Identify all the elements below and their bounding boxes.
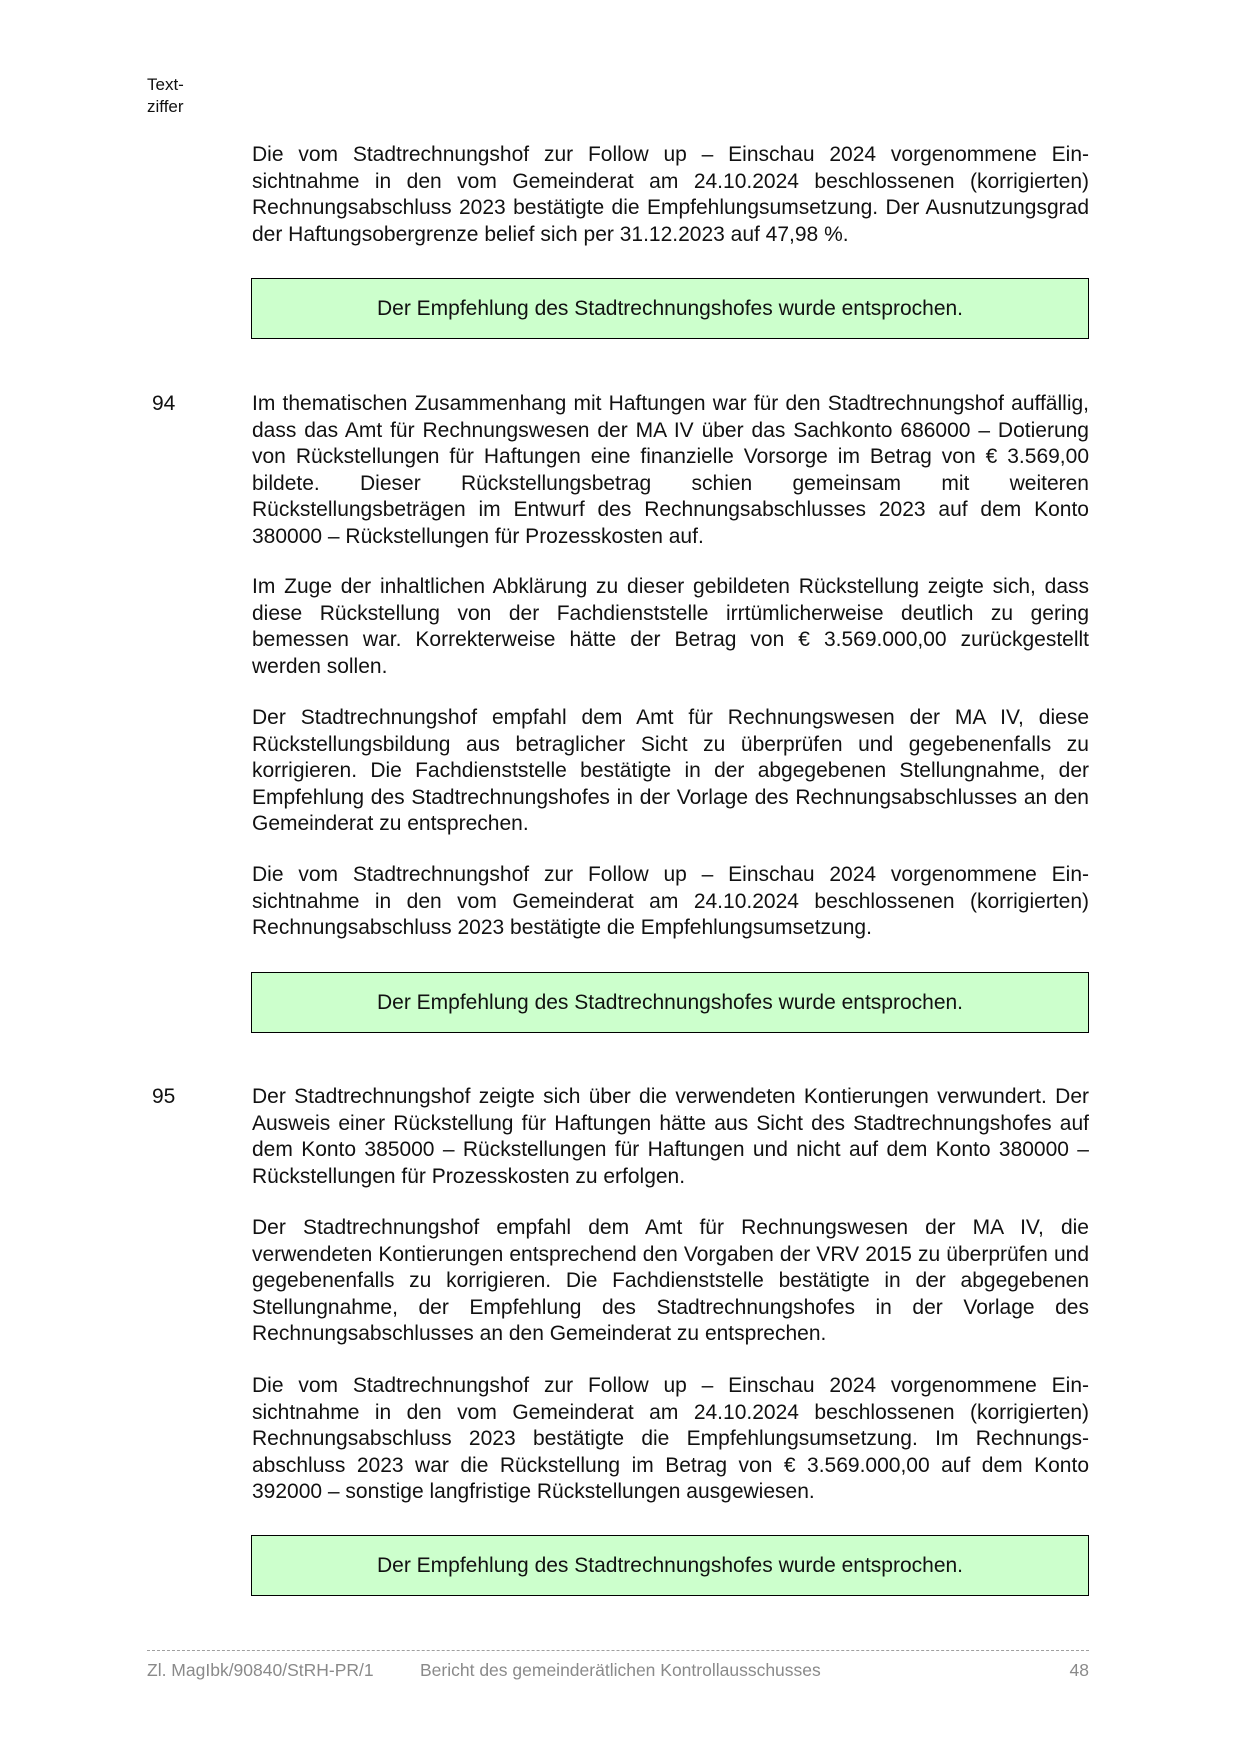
section-number-94: 94 xyxy=(152,392,176,415)
paragraph-95-2: Der Stadtrechnungshof empfahl dem Amt für Rechnungswesen der MA IV, die verwendeten Kontierungen entsprechend den Vorgaben der VRV 2015 zu überprüfen und gegebenenfalls zu korrigieren. Die Fachdienststelle bestätigte in der abgegebenen Stellungnahme, der Empfehlung des Stadtrechnungshofes in der Vorlage des Rechnungsabschlusses an den Gemeinderat zu entsprechen. xyxy=(252,1216,1089,1345)
verdict-box xyxy=(251,278,1089,339)
verdict-box xyxy=(251,1535,1089,1596)
footer-title: Bericht des gemeinderätlichen Kontrollausschusses xyxy=(420,1660,821,1680)
paragraph-94-4: Die vom Stadtrechnungshof zur Follow up – Einschau 2024 vorgenommene Einsichtnahme in den vom Gemeinderat am 24.10.2024 beschlossenen (korrigierten) Rechnungsabschluss 2023 bestätigte die Empfehlungsumsetzung. xyxy=(252,863,1089,939)
margin-label-line1: Text- xyxy=(147,75,184,94)
paragraph-continuation: Die vom Stadtrechnungshof zur Follow up – Einschau 2024 vorgenommene Einsichtnahme in den vom Gemeinderat am 24.10.2024 beschlossenen (korrigierten) Rechnungsabschluss 2023 bestätigte die Empfehlungsumsetzung. Der Ausnutzungsgrad der Haftungsobergrenze belief sich per 31.12.2023 auf 47,98 %. xyxy=(252,143,1089,246)
verdict-text: Der Empfehlung des Stadtrechnungshofes wurde entsprochen. xyxy=(376,990,964,1014)
verdict-box xyxy=(251,972,1089,1033)
verdict-text: Der Empfehlung des Stadtrechnungshofes wurde entsprochen. xyxy=(376,1553,964,1577)
paragraph-94-2: Im Zuge der inhaltlichen Abklärung zu dieser gebildeten Rückstellung zeigte sich, dass diese Rückstellung von der Fachdienststelle irrtümlicherweise deutlich zu gering bemessen war. Korrekterweise hätte der Betrag von € 3.569.000,00 zurückgestellt werden sollen. xyxy=(252,575,1089,678)
paragraph-95-3: Die vom Stadtrechnungshof zur Follow up – Einschau 2024 vorgenommene Einsichtnahme in den vom Gemeinderat am 24.10.2024 beschlossenen (korrigierten) Rechnungsabschluss 2023 bestätigte die Empfehlungsumsetzung. Im Rechnungsabschluss 2023 war die Rückstellung im Betrag von € 3.569.000,00 auf dem Konto 392000 – sonstige langfristige Rückstellungen ausgewiesen. xyxy=(252,1374,1089,1503)
section-number-95: 95 xyxy=(152,1085,176,1108)
paragraph-94-1: Im thematischen Zusammenhang mit Haftungen war für den Stadtrechnungshof auffällig, dass das Amt für Rechnungswesen der MA IV über das Sachkonto 686000 – Dotierung von Rückstellungen für Haftungen eine finanzielle Vorsorge im Betrag von € 3.569,00 bildete. Dieser Rückstellungsbetrag schien gemeinsam mit weiteren Rückstellungsbeträgen im Entwurf des Rechnungsabschlusses 2023 auf dem Konto 380000 – Rückstellungen für Prozesskosten auf. xyxy=(252,392,1089,548)
paragraph-94-3: Der Stadtrechnungshof empfahl dem Amt für Rechnungswesen der MA IV, diese Rückstellungsbildung aus betraglicher Sicht zu überprüfen und gegebenenfalls zu korrigieren. Die Fachdienststelle bestätigte in der abgegebenen Stellungnahme, der Empfehlung des Stadtrechnungshofes in der Vorlage des Rechnungsabschlusses an den Gemeinderat zu entsprechen. xyxy=(252,706,1089,835)
margin-label-textziffer xyxy=(147,74,207,118)
page-number: 48 xyxy=(1069,1660,1089,1680)
margin-label-line2: ziffer xyxy=(147,97,184,116)
footer-reference: Zl. MagIbk/90840/StRH-PR/1 xyxy=(147,1660,374,1680)
paragraph-95-1: Der Stadtrechnungshof zeigte sich über die verwendeten Kontierungen verwundert. Der Ausweis einer Rückstellung für Haftungen hätte aus Sicht des Stadtrechnungshofes auf dem Konto 385000 – Rückstellungen für Haftungen und nicht auf dem Konto 380000 – Rückstellungen für Prozesskosten zu erfolgen. xyxy=(252,1085,1089,1188)
footer-divider xyxy=(147,1650,1089,1651)
verdict-text: Der Empfehlung des Stadtrechnungshofes wurde entsprochen. xyxy=(376,296,964,320)
